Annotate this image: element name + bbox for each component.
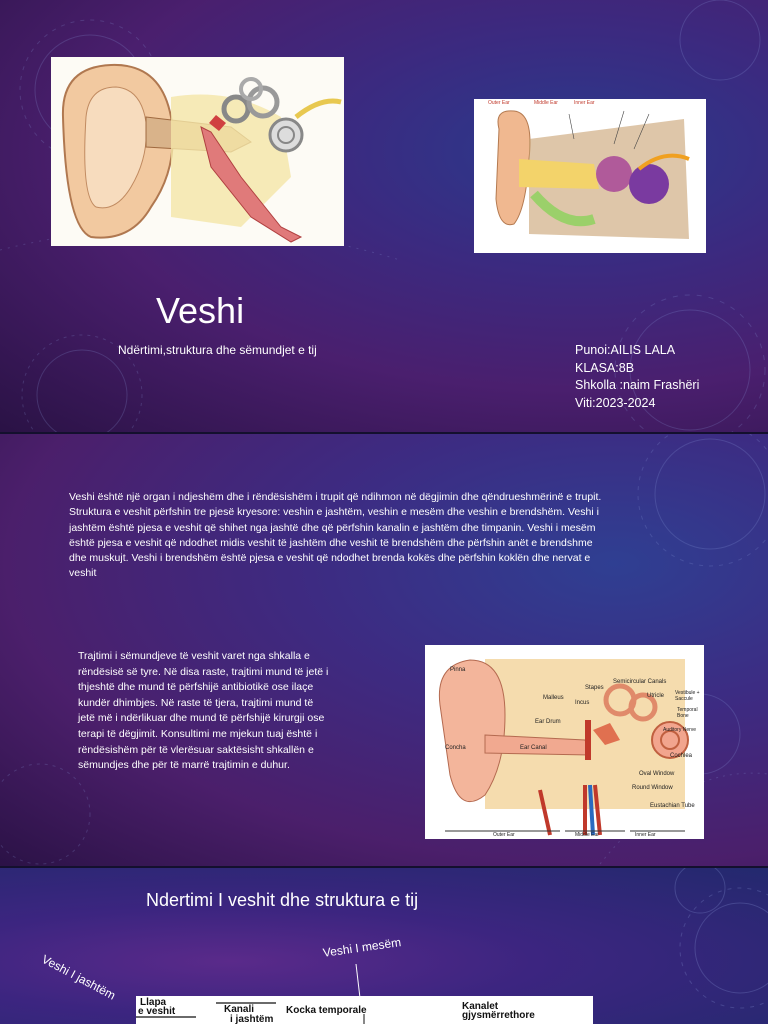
treatment-paragraph: Trajtimi i sëmundjeve të veshit varet nga shkalla e rëndësisë së tyre. Në disa raste, trajtimi mund të jetë i thjeshtë dhe mund të përfshijë antibiotikë ose ilaçe kundër dhimbjes. Në raste të tjera, trajtimi mund të jetë më i ndërlikuar dhe mund të përfshijë kirurgji ose terapi të dëgjimit. Konsultimi me mjekun tuaj është i rëndësishëm për të vlerësuar saktësisht shkallën e sëmundjes dhe për të marrë trajtimin e duhur. — [78, 650, 329, 772]
ear-labeled-illustration-icon — [425, 645, 704, 839]
credit-author: Punoi:AILIS LALA — [575, 343, 676, 357]
temporal-label: Temporal Bone — [677, 707, 698, 719]
eardrum-label: Ear Drum — [535, 719, 561, 725]
outer-ear-label: Veshi I jashtëm — [39, 952, 118, 1003]
ear-illustration-icon — [51, 57, 344, 246]
malleus-label: Malleus — [543, 695, 564, 701]
earcanal-label: Ear Canal — [520, 745, 547, 751]
outer-ear-label: Outer Ear — [493, 832, 515, 838]
llapa-label: Llapa — [140, 997, 167, 1008]
stapes-label: Stapes — [585, 685, 604, 691]
utricle-label: Utricle — [647, 693, 665, 699]
llapa-label-2: e veshit — [138, 1006, 176, 1017]
eustachian-label: Eustachian Tube — [650, 803, 695, 809]
middle-ear-label: Veshi I mesëm — [322, 935, 402, 960]
diagram-lines — [136, 996, 593, 1024]
kanali-label-2: i jashtëm — [230, 1014, 274, 1024]
inner-ear-label: Inner Ear — [635, 832, 656, 838]
middle-ear-label: Middle Ear — [534, 100, 558, 106]
ear-anatomy-image — [51, 57, 344, 246]
kanali-label: Kanali — [224, 1004, 255, 1015]
ear-labeled-diagram — [425, 645, 704, 839]
slide-description — [0, 434, 768, 866]
incus-label: Incus — [575, 700, 590, 706]
cochlea-label: Cochlea — [670, 753, 693, 759]
page-title: Veshi — [156, 290, 245, 331]
ear-diagram-icon — [474, 99, 706, 253]
middle-ear-label: Middle Ear — [575, 832, 599, 838]
concha-label: Concha — [445, 745, 466, 751]
credit-school: Shkolla :naim Frashëri — [575, 378, 700, 392]
subtitle: Ndërtimi,struktura dhe sëmundjet e tij — [118, 343, 317, 357]
structure-diagram — [136, 996, 593, 1024]
credit-class: KLASA:8B — [575, 360, 635, 375]
round-window-label: Round Window — [632, 785, 673, 791]
kanalet-label-2: gjysmërrethore — [462, 1010, 535, 1021]
credits-block — [575, 342, 699, 412]
inner-ear-label: Inner Ear — [574, 100, 595, 106]
kanalet-label: Kanalet — [462, 1001, 499, 1012]
kocka-label: Kocka temporale — [286, 1005, 367, 1016]
structure-heading: Ndertimi I veshit dhe struktura e tij — [146, 890, 419, 910]
auditory-label: Auditory Nerve — [663, 727, 697, 733]
outer-ear-label: Outer Ear — [488, 100, 510, 106]
intro-paragraph: Veshi është një organ i ndjeshëm dhe i rëndësishëm i trupit që ndihmon në dëgjimin dhe qëndrueshmërinë e trupit. Struktura e veshit përfshin tre pjesë kryesore: veshin e jashtëm, veshin e mesëm dhe veshin e brendshëm. Veshi i jashtëm është pjesa e veshit që shihet nga jashtë dhe që përfshin kanalin e jashtëm dhe timpanin. Veshi i mesëm është pjesa e veshit që ndodhet midis veshit të jashtëm dhe veshit të brendshëm dhe përfshin anët e brendshme dhe muskujt. Veshi i brendshëm është pjesa e veshit që ndodhet brenda kokës dhe përfshin koklën dhe nervat e veshit — [69, 491, 602, 580]
pinna-label: Pinna — [450, 667, 466, 673]
oval-window-label: Oval Window — [639, 771, 675, 777]
slide-title — [0, 0, 768, 432]
ear-diagram-image — [474, 99, 706, 253]
credit-year: Viti:2023-2024 — [575, 395, 656, 410]
vestibule-label: Vestibule + Saccule — [675, 690, 700, 702]
semicircular-label: Semicircular Canals — [613, 679, 667, 685]
